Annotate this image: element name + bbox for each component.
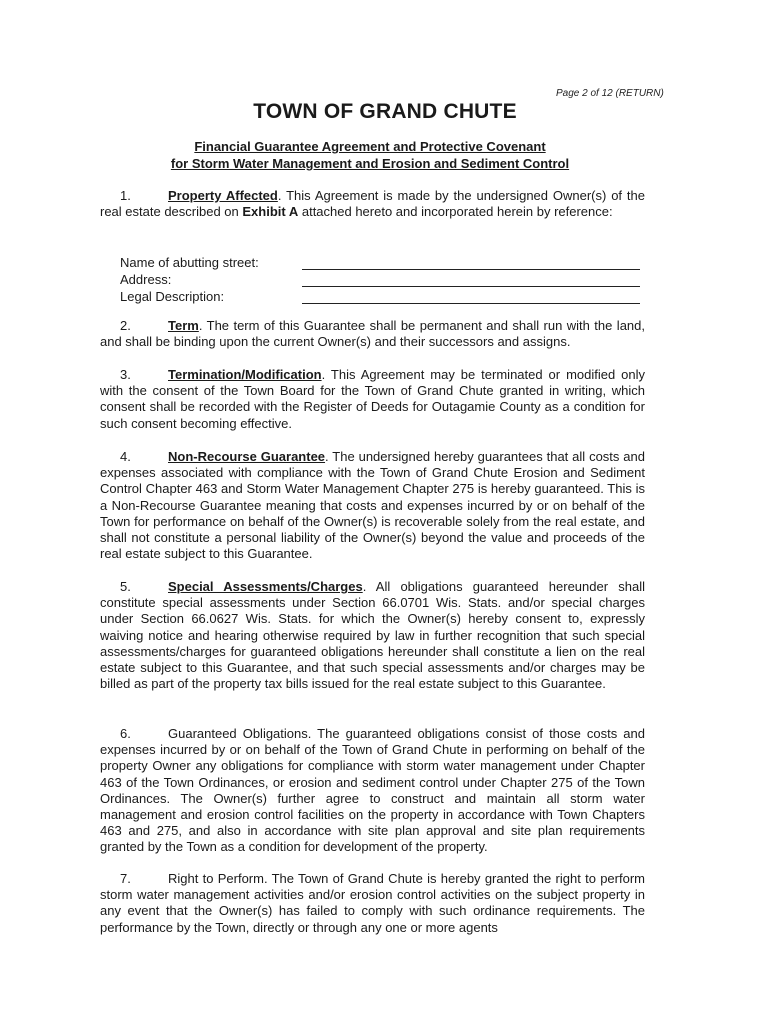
legal-input-line[interactable] [302, 292, 640, 304]
section-text: . The term of this Guarantee shall be permanent and shall run with the land, and shall be binding upon the current Owner(s) and their successors and assigns. [100, 318, 645, 350]
section-7 [100, 871, 645, 936]
section-text: attached hereto and incorporated herein by reference: [298, 204, 613, 220]
section-6 [100, 726, 645, 856]
section-heading: Non-Recourse Guarantee [168, 449, 326, 464]
legal-label: Legal Description: [120, 289, 225, 304]
section-text: . This Agreement is made by the undersigned Owner(s) of the real estate described on [100, 188, 645, 220]
section-number: 7. [120, 871, 131, 886]
section-1 [100, 188, 645, 220]
exhibit-reference: Exhibit A [242, 204, 299, 220]
section-number: 2. [120, 318, 131, 333]
page-number: Page 2 of 12 (RETURN) [556, 88, 664, 99]
section-number: 3. [120, 367, 131, 382]
section-text: . The undersigned hereby guarantees that all costs and expenses associated with compliance with the Town of Grand Chute Erosion and Sediment Control Chapter 463 and Storm Water Management Chapter 275 is hereby guaranteed. This is a Non-Recourse Guarantee meaning that costs and expenses incurred by or on behalf of the Town for performance on behalf of the Owner(s) is recoverable solely from the real estate, and shall not constitute a personal liability of the Owner(s) beyond the value and proceeds of the real estate subject to this Guarantee. [100, 449, 645, 562]
address-input-line[interactable] [302, 275, 640, 287]
property-fields [120, 253, 640, 304]
section-text: . This Agreement may be terminated or modified only with the consent of the Town Board for the Town of Grand Chute granted in writing, which consent shall be recorded with the Register of Deeds for Outagamie County as a condition for such consent becoming effective. [100, 367, 645, 431]
subtitle-line-1: Financial Guarantee Agreement and Protective Covenant [194, 139, 546, 154]
section-number: 4. [120, 449, 131, 464]
section-5 [100, 579, 645, 692]
section-number: 5. [120, 579, 131, 594]
section-text: . All obligations guaranteed hereunder shall constitute special assessments under Section 66.0701 Wis. Stats. and/or special charges under Section 66.0627 Wis. Stats. for which the Owner(s) hereby consent to, expressly waiving notice and hearing otherwise required by law in further recognition that such special assessments/charges for guaranteed obligations hereunder shall constitute a lien on the real estate subject to this Guarantee, and that such special assessments and/or charges may be billed as part of the property tax bills issued for the real estate subject to this Guarantee. [100, 579, 645, 692]
subtitle-line-2: for Storm Water Management and Erosion and Sediment Control [170, 156, 570, 171]
section-heading: Property Affected [168, 188, 278, 203]
section-text: Right to Perform. The Town of Grand Chute is hereby granted the right to perform storm water management activities and/or erosion control activities on the subject property in any event that the Owner(s) has failed to comply with such ordinance requirements. The performance by the Town, directly or through any one or more agents [100, 871, 645, 935]
legal-field [120, 287, 640, 304]
address-label: Address: [120, 272, 172, 287]
section-number: 6. [120, 726, 131, 741]
section-heading: Special Assessments/Charges [168, 579, 363, 594]
section-3 [100, 367, 645, 432]
section-4 [100, 449, 645, 562]
section-2 [100, 318, 645, 350]
section-heading: Termination/Modification [168, 367, 322, 382]
street-label: Name of abutting street: [120, 255, 259, 270]
section-heading: Term [168, 318, 199, 333]
street-input-line[interactable] [302, 258, 640, 270]
street-field [120, 253, 640, 270]
section-number: 1. [120, 188, 131, 203]
document-title: TOWN OF GRAND CHUTE [253, 100, 517, 123]
section-text: Guaranteed Obligations. The guaranteed obligations consist of those costs and expenses incurred by or on behalf of the Town of Grand Chute in performing on behalf of the property Owner any obligations for compliance with storm water management under Chapter 463 of the Town Ordinances, or erosion and sediment control under Chapter 275 of the Town Ordinances. The Owner(s) further agree to construct and maintain all storm water management and erosion control facilities on the property in accordance with Town Chapters 463 and 275, and also in accordance with site plan approval and site plan requirements granted by the Town as a condition for development of the property. [100, 726, 645, 855]
address-field [120, 270, 640, 287]
